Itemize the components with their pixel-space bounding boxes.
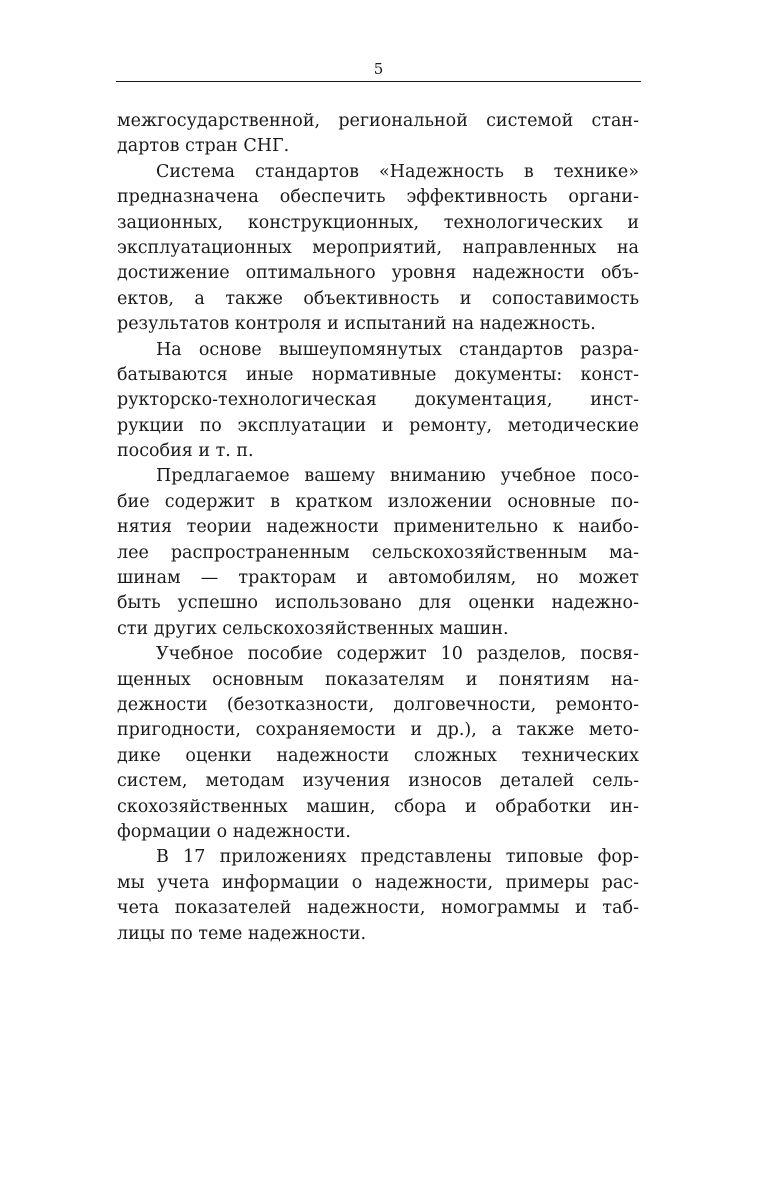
- text-line: ектов, а также объективность и сопоставимость: [117, 288, 639, 309]
- text-line: В 17 приложениях представлены типовые фор-: [156, 847, 639, 868]
- text-line: дартов стран СНГ.: [117, 136, 290, 157]
- text-line: лицы по теме надежности.: [117, 923, 367, 944]
- text-line: батываются иные нормативные документы: конст-: [117, 364, 639, 385]
- text-line: скохозяйственных машин, сбора и обработки ин-: [117, 796, 639, 817]
- text-line: эксплуатационных мероприятий, направленных на: [117, 237, 639, 258]
- text-line: Предлагаемое вашему вниманию учебное посо-: [156, 466, 639, 487]
- text-line: достижение оптимального уровня надежности объ-: [117, 263, 639, 284]
- text-line: зационных, конструкционных, технологических и: [117, 212, 639, 233]
- text-line: рукторско-технологическая документация, инст-: [117, 390, 639, 411]
- body-text: [117, 109, 639, 947]
- text-line: систем, методам изучения износов деталей сель-: [117, 771, 639, 792]
- text-line: пригодности, сохраняемости и др.), а также мето-: [117, 720, 639, 741]
- text-line: лее распространенным сельскохозяйственным ма-: [117, 542, 639, 563]
- header-rule: [116, 81, 641, 82]
- text-line: чета показателей надежности, номограммы и таб-: [117, 898, 639, 919]
- text-line: дежности (безотказности, долговечности, ремонто-: [117, 694, 639, 715]
- text-line: предназначена обеспечить эффективность органи-: [117, 187, 639, 208]
- text-line: межгосударственной, региональной системой стан-: [117, 111, 639, 131]
- text-line: результатов контроля и испытаний на надежность.: [117, 314, 596, 335]
- text-line: Учебное пособие содержит 10 разделов, посвя-: [156, 644, 639, 665]
- page-number: 5: [373, 60, 384, 78]
- text-line: щенных основным показателям и понятиям на-: [117, 669, 639, 690]
- text-line: мы учета информации о надежности, примеры рас-: [117, 872, 639, 893]
- text-line: бие содержит в кратком изложении основные по-: [117, 491, 639, 512]
- text-line: рукции по эксплуатации и ремонту, методические: [117, 415, 639, 436]
- text-line: На основе вышеупомянутых стандартов разра-: [156, 339, 639, 360]
- text-line: формации о надежности.: [117, 821, 351, 842]
- text-line: шинам — тракторам и автомобилям, но может: [117, 568, 639, 589]
- text-line: пособия и т. п.: [117, 441, 254, 462]
- text-line: быть успешно использовано для оценки надежно-: [117, 593, 639, 614]
- text-line: нятия теории надежности применительно к наибо-: [117, 517, 639, 538]
- text-line: Система стандартов «Надежность в технике»: [156, 161, 639, 182]
- text-line: сти других сельскохозяйственных машин.: [117, 618, 509, 639]
- text-line: дике оценки надежности сложных технических: [117, 745, 639, 766]
